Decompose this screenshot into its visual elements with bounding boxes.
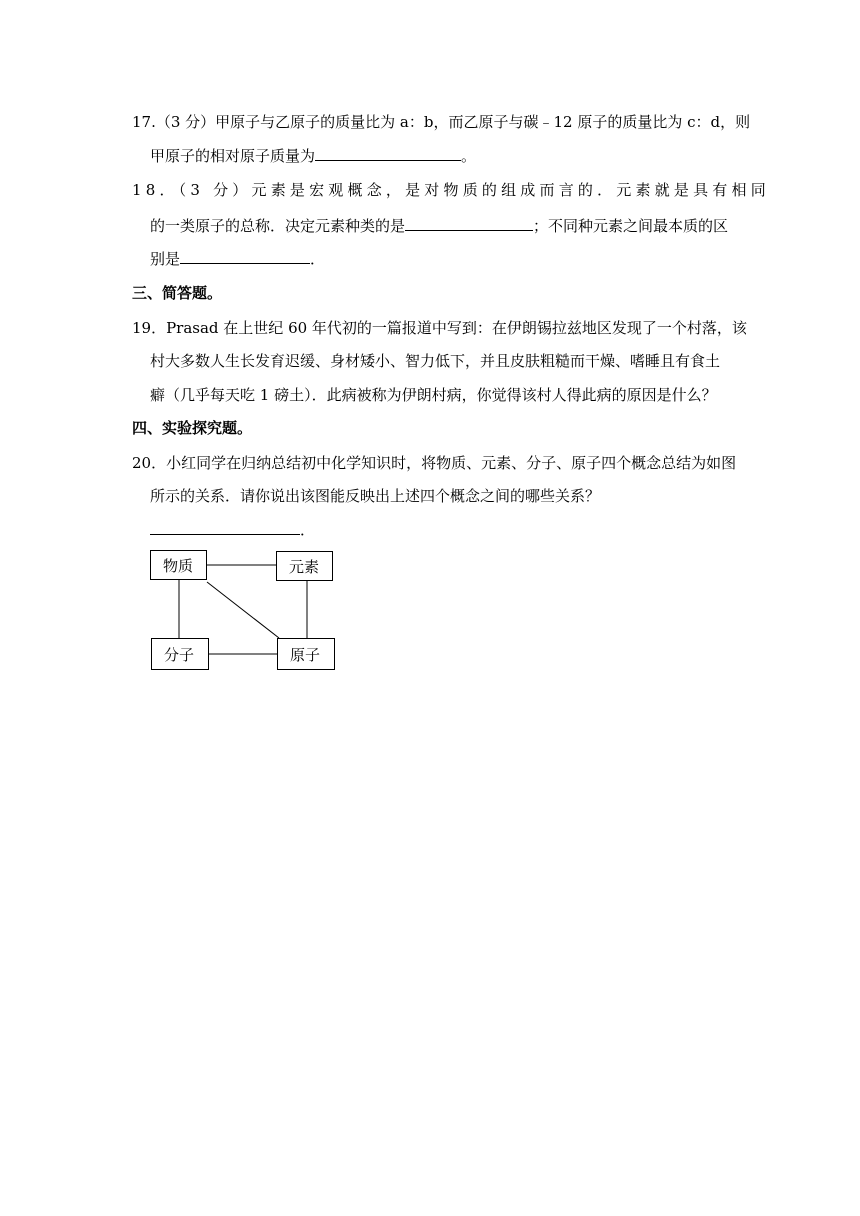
node-substance-label: 物质 xyxy=(162,557,194,575)
q19-line2: 村大多数人生长发育迟缓、身材矮小、智力低下，并且皮肤粗糙而干燥、嗜睡且有食土 xyxy=(150,352,721,370)
node-element xyxy=(277,552,333,581)
q19-line1: 19．Prasad 在上世纪 60 年代初的一篇报道中写到：在伊朗锡拉兹地区发现了一个村落，该 xyxy=(132,319,747,337)
q18-answer-blank-2[interactable] xyxy=(180,248,310,264)
q18-line3 xyxy=(150,248,325,269)
q20-answer-line xyxy=(150,519,315,540)
node-element-label: 元素 xyxy=(288,558,320,576)
q17-line2 xyxy=(150,145,476,166)
section-4-title: 四、实验探究题。 xyxy=(132,419,253,437)
q20-answer-blank[interactable] xyxy=(150,519,300,535)
q17-answer-blank[interactable] xyxy=(315,145,461,161)
concept-diagram xyxy=(146,546,342,676)
q18-line2-text: 的一类原子的总称．决定元素种类的是 xyxy=(150,217,406,235)
node-atom xyxy=(278,639,335,670)
q18-line2 xyxy=(150,215,728,236)
q18-line2-end: ；不同种元素之间最本质的区 xyxy=(533,217,729,235)
node-molecule xyxy=(152,639,209,670)
q18-line1: 18．（3 分）元素是宏观概念，是对物质的组成而言的．元素就是具有相同 xyxy=(132,181,770,199)
q18-line3-text: 别是 xyxy=(150,250,181,268)
q17-line2-text: 甲原子的相对原子质量为 xyxy=(150,147,316,165)
q17-line1: 17.（3 分）甲原子与乙原子的质量比为 a：b，而乙原子与碳﹣12 原子的质量比为 c：d，则 xyxy=(132,113,751,131)
q17-line2-end: 。 xyxy=(461,147,477,165)
node-substance xyxy=(151,551,207,580)
q20-line2: 所示的关系．请你说出该图能反映出上述四个概念之间的哪些关系？ xyxy=(150,487,601,505)
q20-answer-end: ． xyxy=(300,521,316,539)
q18-line3-end: ． xyxy=(310,250,326,268)
section-3-title: 三、简答题。 xyxy=(132,284,223,302)
q18-answer-blank-1[interactable] xyxy=(405,215,533,231)
link-substance-atom xyxy=(207,582,279,638)
node-molecule-label: 分子 xyxy=(163,646,195,664)
node-atom-label: 原子 xyxy=(289,646,321,664)
q20-line1: 20．小红同学在归纳总结初中化学知识时，将物质、元素、分子、原子四个概念总结为如图 xyxy=(132,454,737,472)
q19-line3: 癖（几乎每天吃 1 磅土）．此病被称为伊朗村病，你觉得该村人得此病的原因是什么？ xyxy=(150,386,717,404)
